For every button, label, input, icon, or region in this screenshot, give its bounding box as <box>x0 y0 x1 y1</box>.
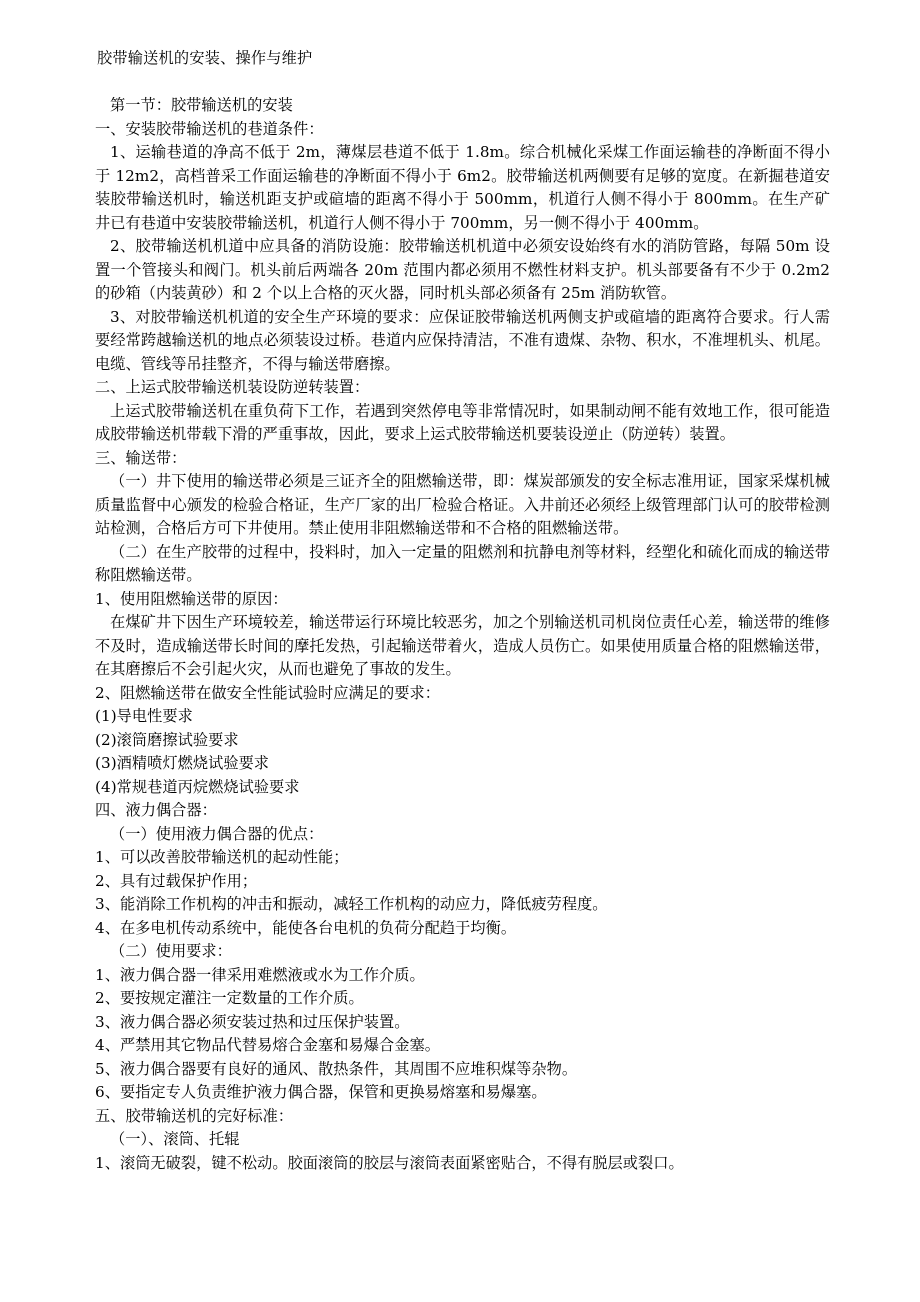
paragraph: （二）在生产胶带的过程中，投料时，加入一定量的阻燃剂和抗静电剂等材料，经塑化和硫化而成的输送带称阻燃输送带。 <box>95 542 830 584</box>
paragraph: 3、液力偶合器必须安装过热和过压保护装置。 <box>95 1012 410 1031</box>
paragraph: （一）、滚筒、托辊 <box>110 1130 240 1148</box>
paragraph: 4、在多电机传动系统中，能使各台电机的负荷分配趋于均衡。 <box>95 918 517 937</box>
paragraph: (1)导电性要求 <box>95 707 193 725</box>
document-body <box>95 94 835 1175</box>
paragraph: 1、使用阻燃输送带的原因： <box>95 589 288 608</box>
paragraph: 在煤矿井下因生产环境较差，输送带运行环境比较恶劣，加之个别输送机司机岗位责任心差，输送带的维修不及时，造成输送带长时间的摩托发热，引起输送带着火，造成人员伤亡。如果使用质量合格的阻燃输送带，在其磨擦后不会引起火灾，从而也避免了事故的发生。 <box>95 613 830 678</box>
paragraph: (2)滚筒磨擦试验要求 <box>95 730 239 749</box>
paragraph: 1、运输巷道的净高不低于 2m，薄煤层巷道不低于 1.8m。综合机械化采煤工作面运输巷的净断面不得小于 12m2，高档普采工作面运输巷的净断面不得小于 6m2。胶带输送机两侧要有足够的宽度。在新掘巷道安装胶带输送机时，输送机距支护或碹墙的距离不得小于 500mm，机道行人侧不得小于 800mm。在生产矿井已有巷道中安装胶带输送机，机道行人侧不得小于 700mm，另一侧不得小于 400mm。 <box>95 143 830 232</box>
paragraph: 三、输送带： <box>95 448 187 467</box>
paragraph: 第一节：胶带输送机的安装 <box>110 96 293 114</box>
paragraph: 二、上运式胶带输送机装设防逆转装置： <box>95 378 370 396</box>
paragraph: （一）井下使用的输送带必须是三证齐全的阻燃输送带，即：煤炭部颁发的安全标志准用证，国家采煤机械质量监督中心颁发的检验合格证，生产厂家的出厂检验合格证。入井前还必须经上级管理部门认可的胶带检测站检测，合格后方可下井使用。禁止使用非阻燃输送带和不合格的阻燃输送带。 <box>95 472 830 537</box>
paragraph: (4)常规巷道丙烷燃烧试验要求 <box>95 777 300 796</box>
paragraph: 一、安装胶带输送机的巷道条件： <box>95 119 324 138</box>
paragraph: 1、滚筒无破裂，键不松动。胶面滚筒的胶层与滚筒表面紧密贴合，不得有脱层或裂口。 <box>95 1153 684 1172</box>
paragraph: 2、阻燃输送带在做安全性能试验时应满足的要求： <box>95 683 440 702</box>
paragraph: 3、能消除工作机构的冲击和振动，减轻工作机构的动应力，降低疲劳程度。 <box>95 895 608 913</box>
document-title: 胶带输送机的安装、操作与维护 <box>97 49 313 67</box>
paragraph: 1、可以改善胶带输送机的起动性能； <box>95 848 349 866</box>
paragraph: (3)酒精喷灯燃烧试验要求 <box>95 754 270 772</box>
paragraph: 2、要按规定灌注一定数量的工作介质。 <box>95 989 364 1007</box>
paragraph: 4、严禁用其它物品代替易熔合金塞和易爆合金塞。 <box>95 1036 440 1054</box>
paragraph: 6、要指定专人负责维护液力偶合器，保管和更换易熔塞和易爆塞。 <box>95 1083 547 1101</box>
paragraph: 上运式胶带输送机在重负荷下工作，若遇到突然停电等非常情况时，如果制动闸不能有效地工作，很可能造成胶带输送机带载下滑的严重事故，因此，要求上运式胶带输送机要装设逆止（防逆转）装置。 <box>95 401 830 443</box>
paragraph: 五、胶带输送机的完好标准： <box>95 1106 294 1125</box>
paragraph: 四、液力偶合器： <box>95 801 217 819</box>
paragraph: 5、液力偶合器要有良好的通风、散热条件，其周围不应堆积煤等杂物。 <box>95 1059 578 1078</box>
paragraph: 2、胶带输送机机道中应具备的消防设施：胶带输送机机道中必须安设始终有水的消防管路，每隔 50m 设置一个管接头和阀门。机头前后两端各 20m 范围内都必须用不燃性材料支护。机头部要备有不少于 0.2m2 的砂箱（内装黄砂）和 2 个以上合格的灭火器，同时机头部必须备有 25m 消防软管。 <box>95 237 835 302</box>
title-body-spacer <box>95 71 830 95</box>
paragraph: 1、液力偶合器一律采用难燃液或水为工作介质。 <box>95 965 425 984</box>
paragraph: 3、对胶带输送机机道的安全生产环境的要求：应保证胶带输送机两侧支护或碹墙的距离符合要求。行人需要经常跨越输送机的地点必须装设过桥。巷道内应保持清洁，不准有遗煤、杂物、积水，不准埋机头、机尾。电缆、管线等吊挂整齐，不得与输送带磨擦。 <box>95 307 830 373</box>
paragraph: 2、具有过载保护作用； <box>95 871 258 890</box>
paragraph: （一）使用液力偶合器的优点： <box>110 824 324 843</box>
paragraph: （二）使用要求： <box>110 942 232 960</box>
